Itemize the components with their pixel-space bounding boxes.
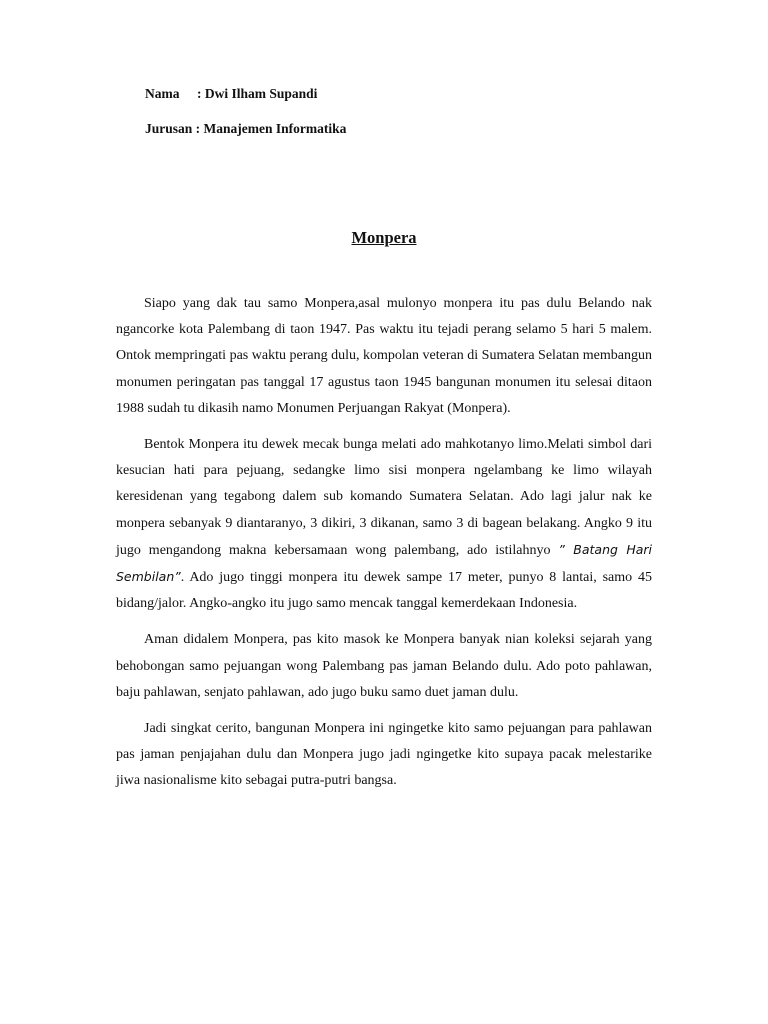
nama-label: Nama (145, 86, 180, 101)
body-text (116, 291, 652, 805)
document-title: Monpera (351, 228, 417, 247)
paragraph-2-end: . Ado jugo tinggi monpera itu dewek sampe 17 meter, punyo 8 lantai, samo 45 bidang/jalor. Angko-angko itu jugo samo mencak tanggal kemerdekaan Indonesia. (116, 570, 652, 612)
jurusan-value: : Manajemen Informatika (195, 121, 347, 136)
paragraph-1: Siapo yang dak tau samo Monpera,asal mulonyo monpera itu pas dulu Belando nak ngancorke kota Palembang di taon 1947. Pas waktu itu tejadi perang selamo 5 hari 5 malem. Ontok mempringati pas waktu perang dulu, kompolan veteran di Sumatera Selatan membangun monumen peringatan pas tanggal 17 agustus taon 1945 bangunan monumen itu selesai ditaon 1988 sudah tu dikasih namo Monumen Perjuangan Rakyat (Monpera). (116, 296, 652, 416)
nama-line (145, 86, 317, 102)
paragraph-2-start: Bentok Monpera itu dewek mecak bunga melati ado mahkotanyo limo.Melati simbol dari kesucian hati para pejuang, sedangke limo sisi monpera ngelambang ke limo wilayah keresidenan yang tegabong dalem sub komando Sumatera Selatan. Ado lagi jalur nak ke monpera sebanyak 9 diantaranyo, 3 dikiri, 3 dikanan, samo 3 di bagean belakang. Angko 9 itu jugo mengandong makna kebersamaan wong palembang, ado istilahnyo (116, 437, 652, 558)
jurusan-line (145, 121, 346, 137)
paragraph-4: Jadi singkat cerito, bangunan Monpera ini ngingetke kito samo pejuangan para pahlawan pas jaman penjajahan dulu dan Monpera jugo jadi ngingetke kito supaya pacak melestarike jiwa nasionalisme kito sebagai putra-putri bangsa. (116, 721, 652, 789)
paragraph-3: Aman didalem Monpera, pas kito masok ke Monpera banyak nian koleksi sejarah yang behobongan samo pejuangan wong Palembang pas jaman Belando dulu. Ado poto pahlawan, baju pahlawan, senjato pahlawan, ado jugo buku samo duet jaman dulu. (116, 632, 652, 700)
paragraph-2 (116, 432, 652, 617)
paragraph-2-italic-phrase: ” Batang Hari Sembilan” (116, 541, 653, 585)
jurusan-label: Jurusan (145, 121, 193, 136)
nama-value: : Dwi Ilham Supandi (197, 86, 318, 101)
